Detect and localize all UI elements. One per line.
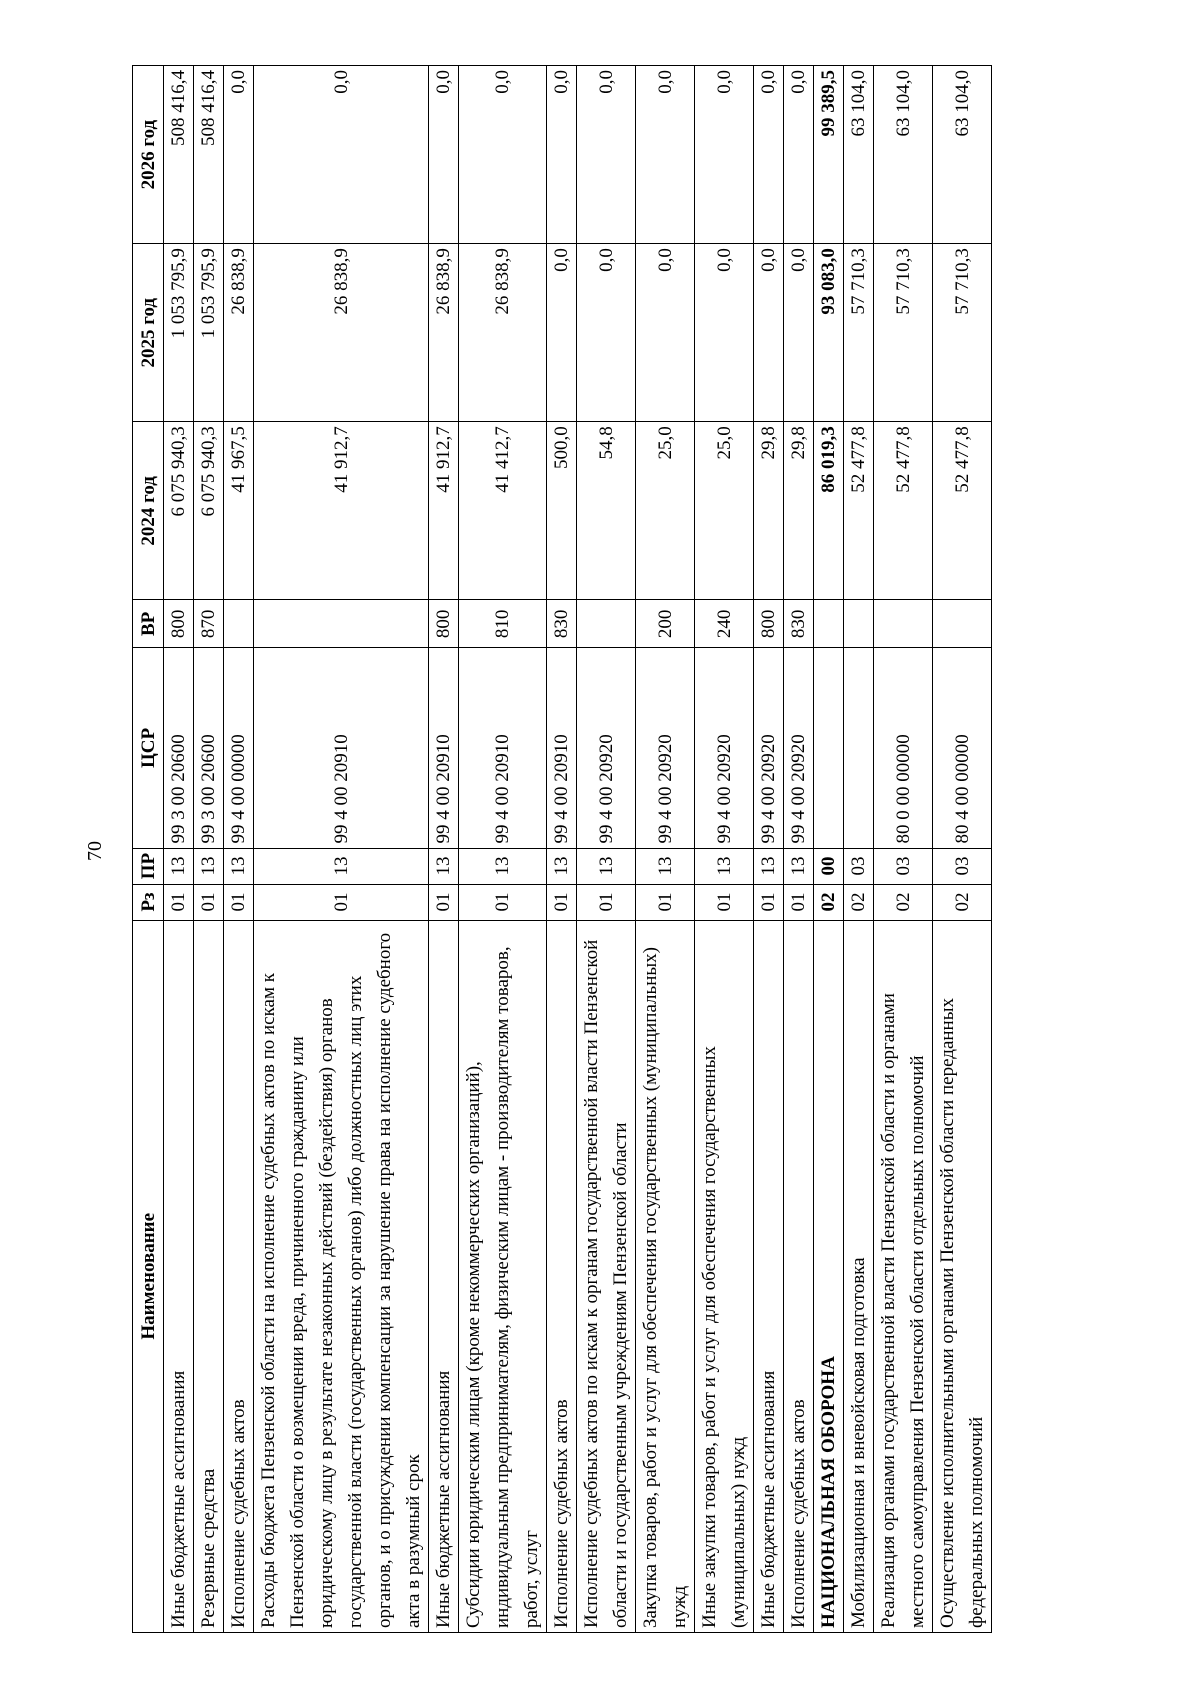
cell-csr: 99 3 00 20600 <box>164 648 194 848</box>
cell-csr: 99 4 00 00000 <box>224 648 254 848</box>
table-row <box>577 66 636 1633</box>
cell-pr: 03 <box>933 848 992 884</box>
cell-pr: 13 <box>194 848 224 884</box>
cell-2025: 0,0 <box>577 244 636 422</box>
cell-rz: 01 <box>254 884 429 920</box>
cell-pr: 13 <box>459 848 547 884</box>
cell-name: Субсидии юридическим лицам (кроме некоммерческих организаций), индивидуальным предпринимателям, физическим лицам - производителям товаров, работ, услуг <box>459 920 547 1632</box>
header-2024: 2024 год <box>133 422 164 600</box>
cell-name: Иные бюджетные ассигнования <box>164 920 194 1632</box>
cell-2024: 41 912,7 <box>254 422 429 600</box>
table-row <box>164 66 194 1633</box>
cell-rz: 02 <box>814 884 844 920</box>
cell-name: НАЦИОНАЛЬНАЯ ОБОРОНА <box>814 920 844 1632</box>
cell-2025: 57 710,3 <box>933 244 992 422</box>
cell-pr: 13 <box>547 848 577 884</box>
cell-name: Осуществление исполнительными органами Пензенской области переданных федеральных полномочий <box>933 920 992 1632</box>
cell-csr: 99 4 00 20920 <box>754 648 784 848</box>
cell-2026: 0,0 <box>636 66 695 244</box>
cell-rz: 02 <box>933 884 992 920</box>
cell-2025: 1 053 795,9 <box>164 244 194 422</box>
cell-rz: 01 <box>429 884 459 920</box>
cell-rz: 01 <box>695 884 754 920</box>
cell-csr: 80 0 00 00000 <box>874 648 933 848</box>
cell-rz: 01 <box>577 884 636 920</box>
cell-2024: 52 477,8 <box>933 422 992 600</box>
cell-pr: 13 <box>164 848 194 884</box>
cell-vr: 200 <box>636 600 695 648</box>
cell-2026: 0,0 <box>547 66 577 244</box>
table-row <box>844 66 874 1633</box>
table-row <box>784 66 814 1633</box>
cell-name: Исполнение судебных актов <box>784 920 814 1632</box>
cell-rz: 01 <box>547 884 577 920</box>
cell-2025: 26 838,9 <box>254 244 429 422</box>
cell-2025: 93 083,0 <box>814 244 844 422</box>
cell-csr: 99 3 00 20600 <box>194 648 224 848</box>
cell-2025: 0,0 <box>754 244 784 422</box>
cell-name: Расходы бюджета Пензенской области на исполнение судебных актов по искам к Пензенской области о возмещении вреда, причиненного гражданину или юридическому лицу в результате незаконных действий (бездействия) органов государственной власти (государственных органов) либо должностных лиц этих органов, и о присуждении компенсации за нарушение права на исполнение судебного акта в разумный срок <box>254 920 429 1632</box>
cell-2024: 6 075 940,3 <box>164 422 194 600</box>
cell-rz: 01 <box>459 884 547 920</box>
cell-csr <box>844 648 874 848</box>
cell-pr: 13 <box>784 848 814 884</box>
cell-name: Мобилизационная и вневойсковая подготовка <box>844 920 874 1632</box>
cell-2026: 0,0 <box>784 66 814 244</box>
cell-2026: 0,0 <box>224 66 254 244</box>
cell-csr: 99 4 00 20920 <box>577 648 636 848</box>
cell-name: Исполнение судебных актов по искам к органам государственной власти Пензенской области и государственным учреждениям Пензенской области <box>577 920 636 1632</box>
cell-vr: 800 <box>754 600 784 648</box>
cell-2024: 52 477,8 <box>874 422 933 600</box>
header-vr: ВР <box>133 600 164 648</box>
cell-rz: 01 <box>164 884 194 920</box>
cell-rz: 01 <box>224 884 254 920</box>
cell-2024: 86 019,3 <box>814 422 844 600</box>
cell-2026: 0,0 <box>459 66 547 244</box>
cell-2024: 6 075 940,3 <box>194 422 224 600</box>
header-2026: 2026 год <box>133 66 164 244</box>
cell-pr: 13 <box>577 848 636 884</box>
cell-vr <box>224 600 254 648</box>
header-csr: ЦСР <box>133 648 164 848</box>
cell-csr: 99 4 00 20920 <box>784 648 814 848</box>
cell-pr: 13 <box>754 848 784 884</box>
cell-2024: 41 912,7 <box>429 422 459 600</box>
cell-vr <box>874 600 933 648</box>
table-row <box>429 66 459 1633</box>
cell-2025: 26 838,9 <box>429 244 459 422</box>
cell-rz: 01 <box>194 884 224 920</box>
cell-2024: 52 477,8 <box>844 422 874 600</box>
table-row <box>254 66 429 1633</box>
cell-name: Реализация органами государственной власти Пензенской области и органами местного самоуправления Пензенской области отдельных полномочий <box>874 920 933 1632</box>
cell-2026: 0,0 <box>695 66 754 244</box>
cell-name: Исполнение судебных актов <box>224 920 254 1632</box>
table-row <box>874 66 933 1633</box>
cell-2026: 99 389,5 <box>814 66 844 244</box>
cell-rz: 01 <box>636 884 695 920</box>
cell-name: Иные бюджетные ассигнования <box>429 920 459 1632</box>
table-row <box>224 66 254 1633</box>
cell-name: Резервные средства <box>194 920 224 1632</box>
cell-2024: 41 967,5 <box>224 422 254 600</box>
cell-2025: 0,0 <box>547 244 577 422</box>
cell-2025: 0,0 <box>695 244 754 422</box>
cell-2024: 29,8 <box>784 422 814 600</box>
cell-vr <box>844 600 874 648</box>
cell-vr: 240 <box>695 600 754 648</box>
table-row <box>933 66 992 1633</box>
cell-2026: 63 104,0 <box>874 66 933 244</box>
cell-pr: 13 <box>695 848 754 884</box>
rotated-page-content <box>132 65 1072 1633</box>
table-row <box>636 66 695 1633</box>
header-name: Наименование <box>133 920 164 1632</box>
cell-2025: 0,0 <box>636 244 695 422</box>
cell-pr: 13 <box>254 848 429 884</box>
cell-name: Иные закупки товаров, работ и услуг для обеспечения государственных (муниципальных) нужд <box>695 920 754 1632</box>
page-number: 70 <box>84 841 106 861</box>
table-row <box>754 66 784 1633</box>
table-row <box>194 66 224 1633</box>
cell-csr: 99 4 00 20920 <box>636 648 695 848</box>
cell-vr <box>933 600 992 648</box>
cell-csr: 99 4 00 20910 <box>254 648 429 848</box>
cell-2024: 500,0 <box>547 422 577 600</box>
cell-csr: 99 4 00 20920 <box>695 648 754 848</box>
cell-vr <box>577 600 636 648</box>
cell-2026: 0,0 <box>577 66 636 244</box>
cell-csr: 99 4 00 20910 <box>459 648 547 848</box>
cell-csr: 99 4 00 20910 <box>429 648 459 848</box>
cell-2026: 0,0 <box>429 66 459 244</box>
cell-2024: 25,0 <box>636 422 695 600</box>
cell-vr: 810 <box>459 600 547 648</box>
table-body <box>164 66 992 1633</box>
cell-rz: 01 <box>754 884 784 920</box>
table-row <box>814 66 844 1633</box>
cell-pr: 03 <box>844 848 874 884</box>
cell-vr <box>814 600 844 648</box>
cell-rz: 01 <box>784 884 814 920</box>
cell-2026: 0,0 <box>754 66 784 244</box>
table-row <box>695 66 754 1633</box>
cell-pr: 13 <box>224 848 254 884</box>
cell-vr: 800 <box>429 600 459 648</box>
cell-name: Иные бюджетные ассигнования <box>754 920 784 1632</box>
cell-pr: 03 <box>874 848 933 884</box>
cell-pr: 13 <box>636 848 695 884</box>
header-rz: Рз <box>133 884 164 920</box>
cell-vr <box>254 600 429 648</box>
cell-2026: 0,0 <box>254 66 429 244</box>
cell-2026: 508 416,4 <box>164 66 194 244</box>
cell-name: Закупка товаров, работ и услуг для обеспечения государственных (муниципальных) нужд <box>636 920 695 1632</box>
cell-pr: 00 <box>814 848 844 884</box>
cell-2025: 26 838,9 <box>459 244 547 422</box>
cell-vr: 800 <box>164 600 194 648</box>
cell-csr: 80 4 00 00000 <box>933 648 992 848</box>
cell-csr <box>814 648 844 848</box>
header-2025: 2025 год <box>133 244 164 422</box>
cell-vr: 830 <box>547 600 577 648</box>
cell-vr: 870 <box>194 600 224 648</box>
header-pr: ПР <box>133 848 164 884</box>
cell-rz: 02 <box>844 884 874 920</box>
cell-2024: 29,8 <box>754 422 784 600</box>
cell-2025: 1 053 795,9 <box>194 244 224 422</box>
cell-rz: 02 <box>874 884 933 920</box>
cell-2026: 63 104,0 <box>844 66 874 244</box>
table-row <box>547 66 577 1633</box>
cell-name: Исполнение судебных актов <box>547 920 577 1632</box>
cell-2024: 54,8 <box>577 422 636 600</box>
cell-vr: 830 <box>784 600 814 648</box>
cell-pr: 13 <box>429 848 459 884</box>
cell-2025: 26 838,9 <box>224 244 254 422</box>
cell-csr: 99 4 00 20910 <box>547 648 577 848</box>
cell-2026: 63 104,0 <box>933 66 992 244</box>
table-row <box>459 66 547 1633</box>
cell-2024: 25,0 <box>695 422 754 600</box>
table-header-row <box>133 66 164 1633</box>
cell-2024: 41 412,7 <box>459 422 547 600</box>
cell-2025: 0,0 <box>784 244 814 422</box>
cell-2026: 508 416,4 <box>194 66 224 244</box>
cell-2025: 57 710,3 <box>874 244 933 422</box>
cell-2025: 57 710,3 <box>844 244 874 422</box>
budget-table <box>132 65 992 1633</box>
